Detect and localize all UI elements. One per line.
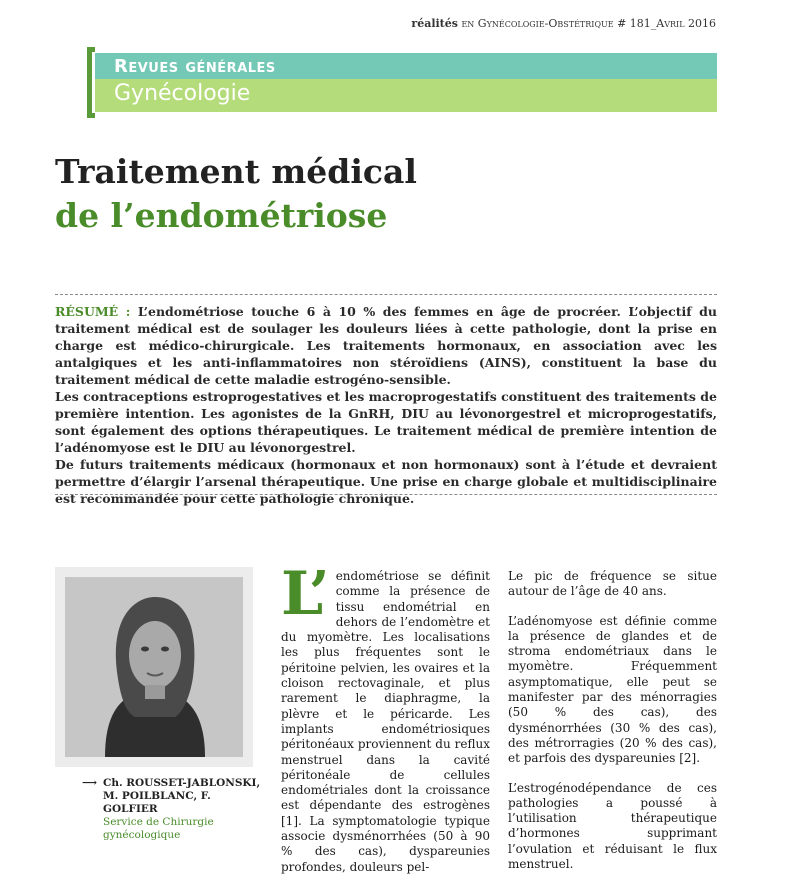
category-bracket [87, 47, 95, 118]
journal-issue: en Gynécologie-Obstétrique # 181_Avril 2016 [461, 17, 716, 30]
article-title-line1: Traitement médical [55, 152, 417, 191]
journal-header [411, 17, 716, 30]
abstract-text-1: L’endométriose touche 6 à 10 % des femmes en âge de procréer. L’objectif du traitement médical est de soulager les douleurs liées à cette pathologie, dont la prise en charge est médico-chirurgicale. Les traitements hormonaux, en association avec les antalgiques et les anti-inflammatoires non stéroïdiens (AINS), constituent la base du traitement médical de cette maladie estrogéno-sensible. [55, 304, 717, 387]
subcategory-label: Gynécologie [114, 81, 251, 106]
drop-cap: L’ [281, 559, 330, 629]
journal-brand: réalités [411, 17, 458, 30]
arrow-right-icon: ⟶ [82, 777, 98, 789]
article-title-line2: de l’endométriose [55, 196, 388, 235]
portrait-image [65, 577, 243, 757]
author-portrait [55, 567, 253, 767]
body-paragraph-adenomyosis: L’adénomyose est définie comme la présence de glandes et de stroma endométriaux dans le myomètre. Fréquemment asymptomatique, elle peut se manifester par des ménorragies (50 % des cas), des dysménorrhées (30 % des cas), des métrorragies (20 % des cas), et parfois des dyspareunies [2]. [508, 613, 717, 766]
author-names-line1: Ch. ROUSSET-JABLONSKI, [103, 777, 261, 789]
author-credits [82, 777, 265, 842]
body-column-1 [281, 559, 490, 889]
author-affiliation: Service de Chirurgie gynécologique [103, 816, 214, 841]
abstract [55, 303, 717, 507]
body-paragraph-intro [281, 559, 490, 875]
abstract-paragraph-1 [55, 303, 717, 388]
author-names-line2: M. POILBLANC, F. GOLFIER [103, 790, 211, 815]
abstract-top-rule [55, 294, 717, 295]
body-column-2 [508, 569, 717, 886]
abstract-paragraph-3: De futurs traitements médicaux (hormonaux et non hormonaux) sont à l’étude et devraient permettre d’élargir l’arsenal thérapeutique. Une prise en charge globale et multidisciplinaire est recommandée pour cette pathologie chronique. [55, 457, 717, 506]
category-label: Revues générales [114, 56, 276, 77]
body-paragraph-age: Le pic de fréquence se situe autour de l’âge de 40 ans. [508, 569, 717, 599]
abstract-bottom-rule [55, 494, 717, 495]
body-paragraph-estrogen: L’estrogénodépendance de ces pathologies a poussé à l’utilisation thérapeutique d’hormones supprimant l’ovulation et réduisant le flux menstruel. [508, 780, 717, 872]
abstract-paragraph-2: Les contraceptions estroprogestatives et les macroprogestatifs constituent des traitements de première intention. Les agonistes de la GnRH, DIU au lévonorgestrel et microprogestatifs, sont également des options thérapeutiques. Le traitement médical de première intention de l’adénomyose est le DIU au lévonorgestrel. [55, 389, 717, 455]
abstract-label: RÉSUMÉ : [55, 304, 131, 319]
body-text-intro: endométriose se définit comme la présence de tissu endométrial en dehors de l’endomètre et du myomètre. Les localisations les plus fréquentes sont le péritoine pelvien, les ovaires et la cloison rectovaginale, et plus rarement le diaphragme, la plèvre et le péricarde. Les implants endométriosiques péritonéaux proviennent du reflux menstruel dans la cavité péritonéale de cellules endométriales dont la croissance est dépendante des estrogènes [1]. La symptomatologie typique associe dysménorrhées (50 à 90 % des cas), dyspareunies profondes, douleurs pel- [281, 569, 490, 874]
